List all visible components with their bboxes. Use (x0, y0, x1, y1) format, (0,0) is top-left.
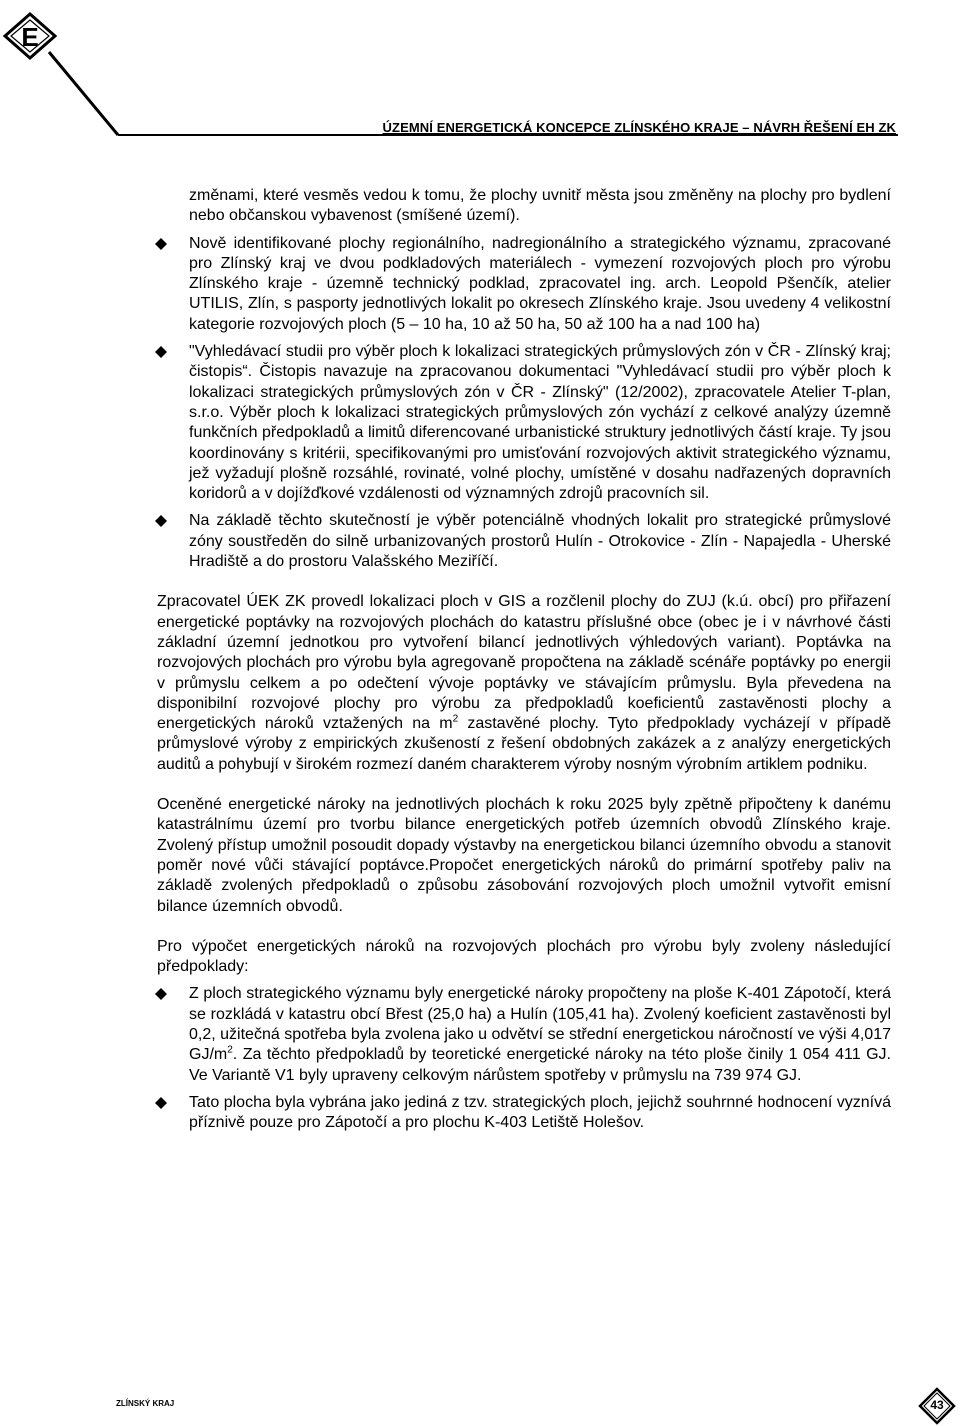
logo-letter: E (21, 22, 39, 52)
bullet-text: Na základě těchto skutečností je výběr potenciálně vhodných lokalit pro strategické průmyslové zóny soustředěn do silně urbanizovaných prostorů Hulín - Otrokovice - Zlín - Napajedla - Uherské Hradiště a do prostoru Valašského Meziříčí. (189, 512, 891, 571)
energy-logo-icon (0, 0, 200, 150)
bullet-text: Z ploch strategického významu byly energetické nároky propočteny na ploše K-401 Zápotočí, která se rozkládá v katastru obcí Břest (25,0 ha) a Hulín (105,41 ha). Zvolený koeficient zastavěnosti byl 0,2, užitečná spotřeba byla zvolena jako u odvětví se střední energetickou náročností ve výši 4,017 GJ/m (189, 985, 891, 1064)
superscript: 2 (452, 713, 459, 725)
bullet-list-sources (157, 234, 891, 573)
page-number: 43 (930, 1398, 944, 1412)
list-item (157, 511, 891, 572)
bullet-text: Nově identifikované plochy regionálního, nadregionálního a strategického významu, zpracované pro Zlínský kraj ve dvou podkladových materiálech - vymezení rozvojových ploch pro výrobu Zlínského kraje - územně technický podklad, zpracovatel ing. arch. Leopold Pšenčík, atelier UTILIS, Zlín, s pasporty jednotlivých lokalit po okresech Zlínského kraje. Jsou uvedeny 4 velikostní kategorie rozvojových ploch (5 – 10 ha, 10 až 50 ha, 50 až 100 ha a nad 100 ha) (189, 234, 891, 333)
paragraph-text: zastavěné plochy. Tyto předpoklady vycházejí v případě průmyslové výroby z empirických zkušeností z řešení obdobných zakázek a z analýzy energetických auditů a pohybují v širokém rozmezí daném charakterem výroby nosným výrobním artiklem podniku. (157, 715, 892, 773)
diamond-bullet-icon (155, 238, 167, 250)
paragraph-text: Zpracovatel ÚEK ZK provedl lokalizaci ploch v GIS a rozčlenil plochy do ZUJ (k.ú. obcí) pro přiřazení energetické poptávky na rozvojových plochách do katastru příslušné obce (obec je i v návrhové části základní územní jednotkou pro vytvoření bilancí jednotlivých výhledových variant). Poptávka na rozvojových plochách pro výrobu byla agregovaně propočtena na základě scénáře poptávky po energii v průmyslu celkem a po odečtení vývoje poptávky ve stávajícím průmyslu. Byla převedena na disponibilní rozvojové plochy pro výrobu za předpokladů koeficientů zastavěnosti plochy a energetických nároků vztažených na m (157, 593, 891, 733)
diamond-bullet-icon (155, 1097, 167, 1109)
continuation-paragraph: změnami, které vesměs vedou k tomu, že plochy uvnitř města jsou změněny na plochy pro bydlení nebo občanskou vybavenost (smíšené území). (189, 187, 891, 225)
page-content (157, 186, 891, 1133)
diamond-bullet-icon (155, 988, 167, 1000)
paragraph-assumptions-intro: Pro výpočet energetických nároků na rozvojových plochách pro výrobu byly zvoleny následující předpoklady: (157, 937, 891, 976)
document-header-title: ÚZEMNÍ ENERGETICKÁ KONCEPCE ZLÍNSKÉHO KRAJE – NÁVRH ŘEŠENÍ EH ZK (382, 120, 896, 135)
diamond-bullet-icon (155, 515, 167, 527)
bullet-text: . Za těchto předpokladů by teoretické energetické nároky na této ploše činily 1 054 411 GJ. Ve Variantě V1 byly upraveny celkovým nárůstem spotřeby v průmyslu na 739 974 GJ. (189, 1046, 891, 1084)
bullet-text: Tato plocha byla vybrána jako jediná z tzv. strategických ploch, jejichž souhrnné hodnocení vyznívá příznivě pouze pro Zápotočí a pro plochu K-403 Letiště Holešov. (189, 1093, 891, 1132)
paragraph-energy-demand: Oceněné energetické nároky na jednotlivých plochách k roku 2025 byly zpětně připočteny k danému katastrálnímu území pro tvorbu bilance energetických potřeb územních obvodů Zlínského kraje. Zvolený přístup umožnil posoudit dopady výstavby na energetickou bilanci územního obvodu a stanovit poměr nové vůči stávající poptávce.Propočet energetických nároků do primární spotřeby paliv na základě zvolených předpokladů o způsobu zásobování rozvojových ploch umožnil vytvořit emisní bilance územních obvodů. (157, 796, 891, 915)
paragraph-gis-localization (157, 592, 891, 775)
bullet-text: "Vyhledávací studii pro výběr ploch k lokalizaci strategických průmyslových zón v ČR - Zlínský kraj; čistopis“. Čistopis navazuje na zpracovanou dokumentaci "Vyhledávací studii pro výběr ploch k lokalizaci strategických průmyslových zón v ČR - Zlínský" (12/2002), zpracovatele Atelier T-plan, s.r.o. Výběr ploch k lokalizaci strategických průmyslových zón vychází z celkové analýzy územně funkčních předpokladů a limitů diferencované urbanistické struktury jednotlivých částí kraje. Ty jsou koordinovány s kritérii, specifikovanými pro umisťování rozvojových aktivit strategického významu, jež vyžadují plošně rozsáhlé, rovinaté, volné plochy, umístěné v dosahu nadřazených dopravních koridorů a v dojížďkové vzdálenosti od významných zdrojů pracovních sil. (189, 343, 891, 503)
superscript: 2 (227, 1044, 233, 1056)
list-item (157, 984, 891, 1085)
footer-region-label: ZLÍNSKÝ KRAJ (116, 1399, 175, 1408)
list-item (157, 234, 891, 335)
diamond-bullet-icon (155, 346, 167, 358)
list-item (157, 342, 891, 504)
list-item (157, 1093, 891, 1134)
bullet-list-assumptions (157, 984, 891, 1133)
